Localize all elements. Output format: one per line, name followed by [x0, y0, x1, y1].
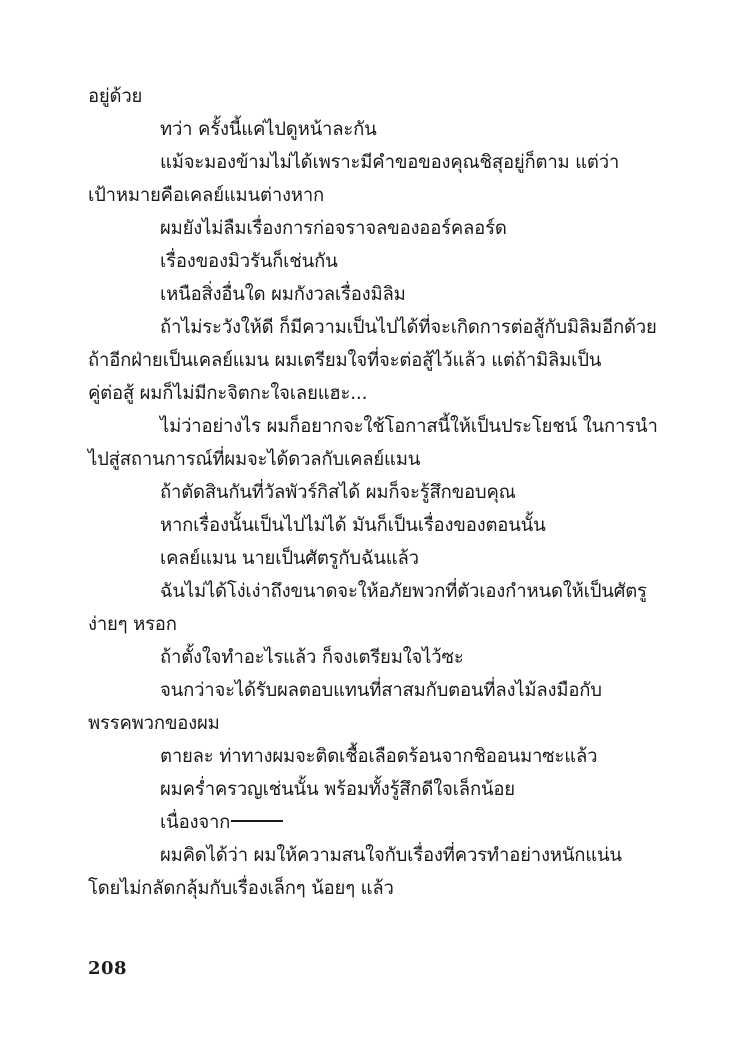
text-line-23	[160, 810, 653, 836]
text-line-23-text: เนื่องจาก	[160, 812, 231, 833]
text-line-22: ผมคร่ำครวญเช่นนั้น พร้อมทั้งรู้สึกดีใจเล็กน้อย	[160, 779, 515, 800]
text-line-25: โดยไม่กลัดกลุ้มกับเรื่องเล็กๆ น้อยๆ แล้ว	[88, 878, 394, 899]
text-line-5: ผมยังไม่ลืมเรื่องการก่อจราจลของออร์คลอร์ด	[160, 218, 507, 239]
text-line-10: คู่ต่อสู้ ผมก็ไม่มีกะจิตกะใจเลยแฮะ...	[88, 383, 368, 404]
text-line-6: เรื่องของมิวรันก็เช่นกัน	[160, 251, 338, 272]
text-line-4: เป้าหมายคือเคลย์แมนต่างหาก	[88, 185, 325, 206]
text-line-12: ไปสู่สถานการณ์ที่ผมจะได้ดวลกับเคลย์แมน	[88, 449, 421, 470]
text-line-20: พรรคพวกของผม	[88, 713, 220, 734]
text-line-18: ถ้าตั้งใจทำอะไรแล้ว ก็จงเตรียมใจไว้ซะ	[160, 647, 464, 668]
text-line-9: ถ้าอีกฝ่ายเป็นเคลย์แมน ผมเตรียมใจที่จะต่อสู้ไว้แล้ว แต่ถ้ามิลิมเป็น	[88, 350, 602, 371]
text-line-24: ผมคิดได้ว่า ผมให้ความสนใจกับเรื่องที่ควรทำอย่างหนักแน่น	[160, 845, 622, 866]
text-line-8: ถ้าไม่ระวังให้ดี ก็มีความเป็นไปได้ที่จะเกิดการต่อสู้กับมิลิมอีกด้วย	[160, 317, 657, 338]
text-line-1: อยู่ด้วย	[88, 86, 143, 107]
text-line-3: แม้จะมองข้ามไม่ได้เพราะมีคำขอของคุณชิสุอยู่ก็ตาม แต่ว่า	[160, 152, 620, 173]
text-line-14: หากเรื่องนั้นเป็นไปไม่ได้ มันก็เป็นเรื่องของตอนนั้น	[160, 515, 546, 536]
text-line-19: จนกว่าจะได้รับผลตอบแทนที่สาสมกับตอนที่ลงไม้ลงมือกับ	[160, 680, 602, 701]
text-line-16: ฉันไม่ได้โง่เง่าถึงขนาดจะให้อภัยพวกที่ตัวเองกำหนดให้เป็นศัตรู	[160, 581, 647, 602]
em-dash-rule	[231, 820, 283, 822]
text-line-17: ง่ายๆ หรอก	[88, 614, 177, 635]
page-number: 208	[88, 958, 128, 979]
text-line-11: ไม่ว่าอย่างไร ผมก็อยากจะใช้โอกาสนี้ให้เป็นประโยชน์ ในการนำ	[160, 416, 658, 437]
text-line-21: ตายละ ท่าทางผมจะติดเชื้อเลือดร้อนจากชิออนมาซะแล้ว	[160, 746, 598, 767]
text-line-15: เคลย์แมน นายเป็นศัตรูกับฉันแล้ว	[160, 548, 419, 569]
text-line-7: เหนือสิ่งอื่นใด ผมกังวลเรื่องมิลิม	[160, 284, 406, 305]
text-line-13: ถ้าตัดสินกันที่วัลพัวร์กิสได้ ผมก็จะรู้สึกขอบคุณ	[160, 482, 516, 503]
text-line-2: ทว่า ครั้งนี้แค่ไปดูหน้าละกัน	[160, 119, 377, 140]
